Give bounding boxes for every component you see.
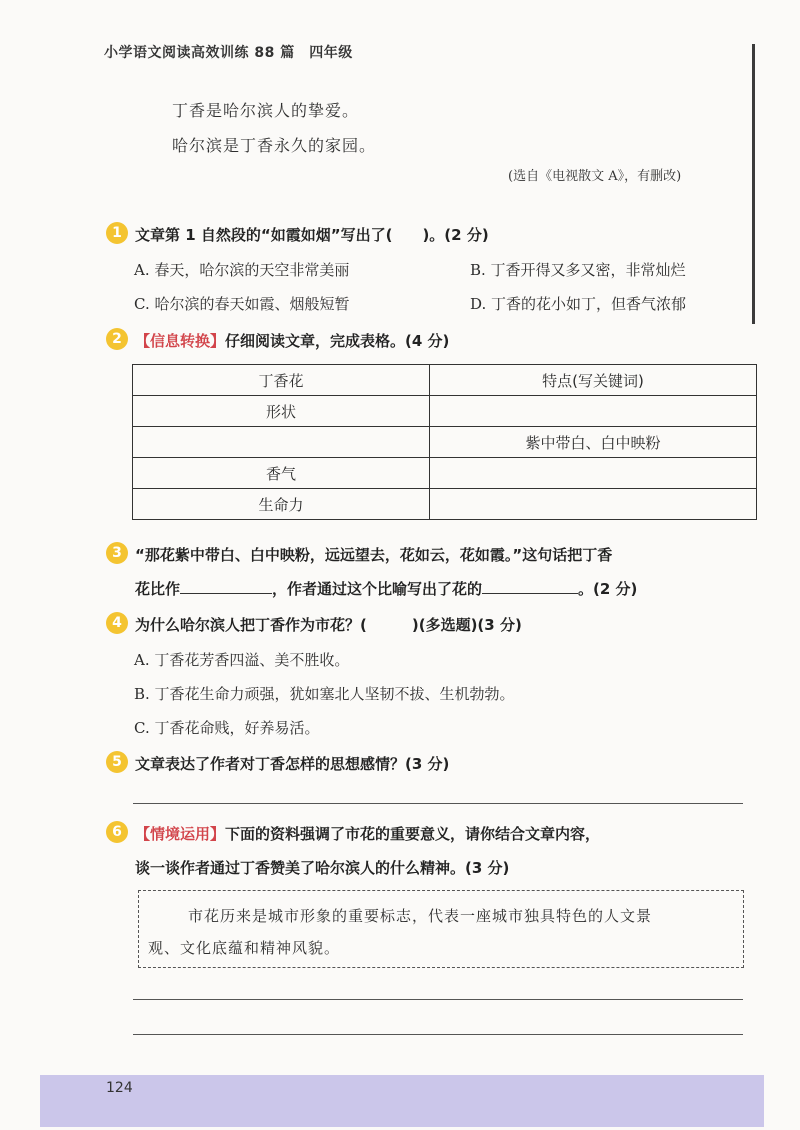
question-1-option-b[interactable]: B. 丁香开得又多又密，非常灿烂 [470, 261, 686, 279]
passage-line-1: 丁香是哈尔滨人的挚爱。 [172, 101, 360, 120]
question-number-3: 3 [106, 542, 128, 564]
table-row [133, 458, 757, 489]
reference-text-line-2: 观、文化底蕴和精神风貌。 [148, 939, 341, 957]
question-1-option-c[interactable]: C. 哈尔滨的春天如霞、烟般短暂 [134, 295, 350, 313]
question-6-line-1 [135, 823, 600, 844]
footer-band [40, 1075, 764, 1127]
question-2-prompt [135, 330, 449, 351]
answer-blank-1[interactable] [180, 593, 272, 594]
answer-line-q6-1[interactable] [133, 999, 743, 1000]
table-row [133, 489, 757, 520]
question-4-option-c[interactable]: C. 丁香花命贱，好养易活。 [134, 719, 320, 737]
book-title: 小学语文阅读高效训练 88 篇 四年级 [104, 45, 353, 61]
table-header-cell: 特点(写关键词) [430, 365, 757, 396]
passage-source: (选自《电视散文 A》，有删改) [508, 169, 682, 184]
table-answer-cell[interactable] [430, 396, 757, 427]
question-number-5: 5 [106, 751, 128, 773]
question-1-option-a[interactable]: A. 春天，哈尔滨的天空非常美丽 [134, 261, 350, 279]
table-row [133, 427, 757, 458]
question-number-1: 1 [106, 222, 128, 244]
table-row [133, 396, 757, 427]
question-number-6: 6 [106, 821, 128, 843]
answer-line-q6-2[interactable] [133, 1034, 743, 1035]
question-4-text: 为什么哈尔滨人把丁香作为市花？( )(多选题)(3 分) [135, 616, 522, 634]
question-4-option-b[interactable]: B. 丁香花生命力顽强，犹如塞北人坚韧不拔、生机勃勃。 [134, 685, 515, 703]
question-6-line-2: 谈一谈作者通过丁香赞美了哈尔滨人的什么精神。(3 分) [135, 859, 510, 877]
answer-line-q5[interactable] [133, 803, 743, 804]
reference-text-line-1: 市花历来是城市形象的重要标志，代表一座城市独具特色的人文景 [188, 907, 653, 925]
table-header-row [133, 365, 757, 396]
table-header-cell: 丁香花 [133, 365, 430, 396]
table-answer-cell[interactable] [133, 427, 430, 458]
question-3-text-b: ，作者通过这个比喻写出了花的 [272, 580, 483, 598]
question-6-tag: 【情境运用】 [135, 825, 226, 843]
table-cell: 香气 [133, 458, 430, 489]
table-cell: 紫中带白、白中映粉 [430, 427, 757, 458]
question-6-text-1: 下面的资料强调了市花的重要意义，请你结合文章内容， [225, 825, 601, 843]
question-3-line-2 [135, 578, 637, 599]
question-2-tag: 【信息转换】 [135, 332, 226, 350]
question-3-line-1: “那花紫中带白、白中映粉，远远望去，花如云，花如霞。”这句话把丁香 [135, 546, 613, 564]
margin-rule [752, 44, 755, 324]
question-4-option-a[interactable]: A. 丁香花芳香四溢、美不胜收。 [134, 651, 350, 669]
answer-blank-2[interactable] [482, 593, 578, 594]
lilac-table [132, 364, 757, 520]
passage-line-2: 哈尔滨是丁香永久的家园。 [172, 136, 377, 155]
question-5-text: 文章表达了作者对丁香怎样的思想感情？(3 分) [135, 755, 450, 773]
page-number: 124 [106, 1080, 133, 1096]
table-cell: 形状 [133, 396, 430, 427]
question-1-option-d[interactable]: D. 丁香的花小如丁，但香气浓郁 [470, 295, 687, 313]
question-3-text-c: 。(2 分) [578, 580, 638, 598]
question-1-text: 文章第 1 自然段的“如霞如烟”写出了( )。(2 分) [135, 226, 489, 244]
table-answer-cell[interactable] [430, 458, 757, 489]
table-answer-cell[interactable] [430, 489, 757, 520]
question-3-text-a: 花比作 [135, 580, 181, 598]
question-2-text: 仔细阅读文章，完成表格。(4 分) [225, 332, 450, 350]
question-number-4: 4 [106, 612, 128, 634]
table-cell: 生命力 [133, 489, 430, 520]
question-number-2: 2 [106, 328, 128, 350]
